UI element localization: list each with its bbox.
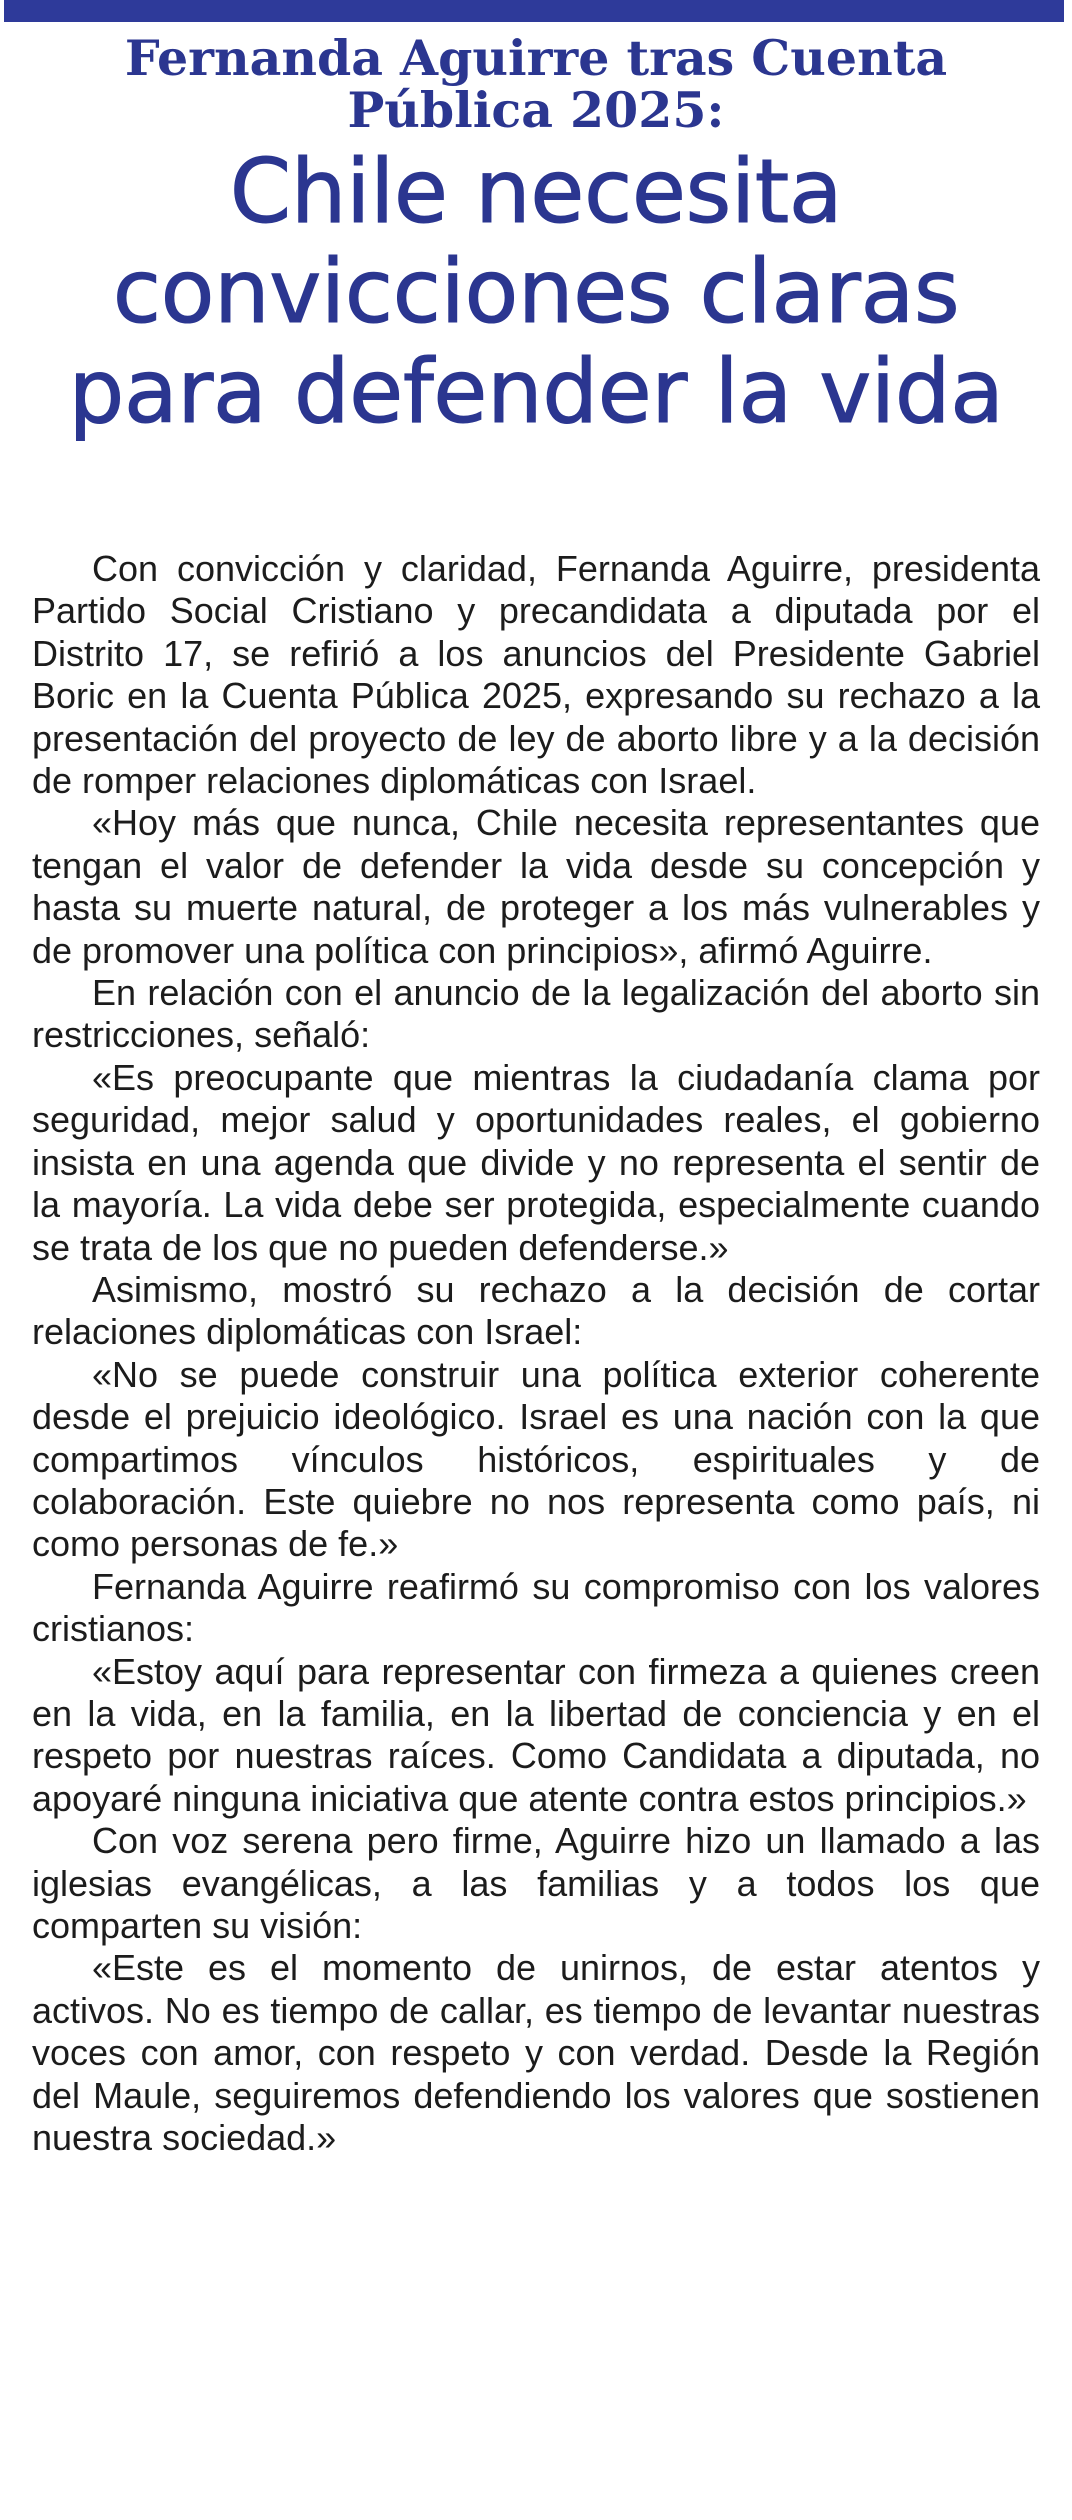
article-kicker: Fernanda Aguirre tras Cuenta Pública 2025:: [124, 29, 948, 139]
body-paragraph: «Estoy aquí para representar con firmeza a quienes creen en la vida, en la familia, en la libertad de conciencia y en el respeto por nuestras raíces. Como Candidata a diputada, no apoyaré ninguna iniciativa que atente contra estos principios.»: [32, 1650, 1040, 1819]
body-paragraph: Con voz serena pero firme, Aguirre hizo un llamado a las iglesias evangélicas, a las familias y a todos los que comparten su visión:: [32, 1820, 1040, 1946]
article-headline: Chile necesita convicciones claras para defender la vida: [68, 140, 1004, 443]
top-accent-rule: [4, 0, 1064, 22]
body-paragraph: «No se puede construir una política exterior coherente desde el prejuicio ideológico. Israel es una nación con la que compartimos vínculos históricos, espirituales y de colaboración. Este quiebre no nos representa como país, ni como personas de fe.»: [32, 1353, 1040, 1565]
body-paragraph: En relación con el anuncio de la legalización del aborto sin restricciones, señaló:: [32, 972, 1040, 1056]
article-body: [32, 548, 1040, 2159]
body-paragraph: «Hoy más que nunca, Chile necesita representantes que tengan el valor de defender la vida desde su concepción y hasta su muerte natural, de proteger a los más vulnerables y de promover una política con principios», afirmó Aguirre.: [32, 802, 1040, 971]
body-paragraph: Con convicción y claridad, Fernanda Aguirre, presidenta Partido Social Cristiano y precandidata a diputada por el Distrito 17, se refirió a los anuncios del Presidente Gabriel Boric en la Cuenta Pública 2025, expresando su rechazo a la presentación del proyecto de ley de aborto libre y a la decisión de romper relaciones diplomáticas con Israel.: [32, 548, 1040, 802]
body-paragraph: Asimismo, mostró su rechazo a la decisión de cortar relaciones diplomáticas con Israel:: [32, 1268, 1040, 1353]
body-paragraph: «Este es el momento de unirnos, de estar atentos y activos. No es tiempo de callar, es tiempo de levantar nuestras voces con amor, con respeto y con verdad. Desde la Región del Maule, seguiremos defendiendo los valores que sostienen nuestra sociedad.»: [32, 1947, 1040, 2159]
body-paragraph: «Es preocupante que mientras la ciudadanía clama por seguridad, mejor salud y oportunidades reales, el gobierno insista en una agenda que divide y no representa el sentir de la mayoría. La vida debe ser protegida, especialmente cuando se trata de los que no pueden defenderse.»: [32, 1056, 1040, 1268]
body-paragraph: Fernanda Aguirre reafirmó su compromiso con los valores cristianos:: [32, 1565, 1040, 1650]
